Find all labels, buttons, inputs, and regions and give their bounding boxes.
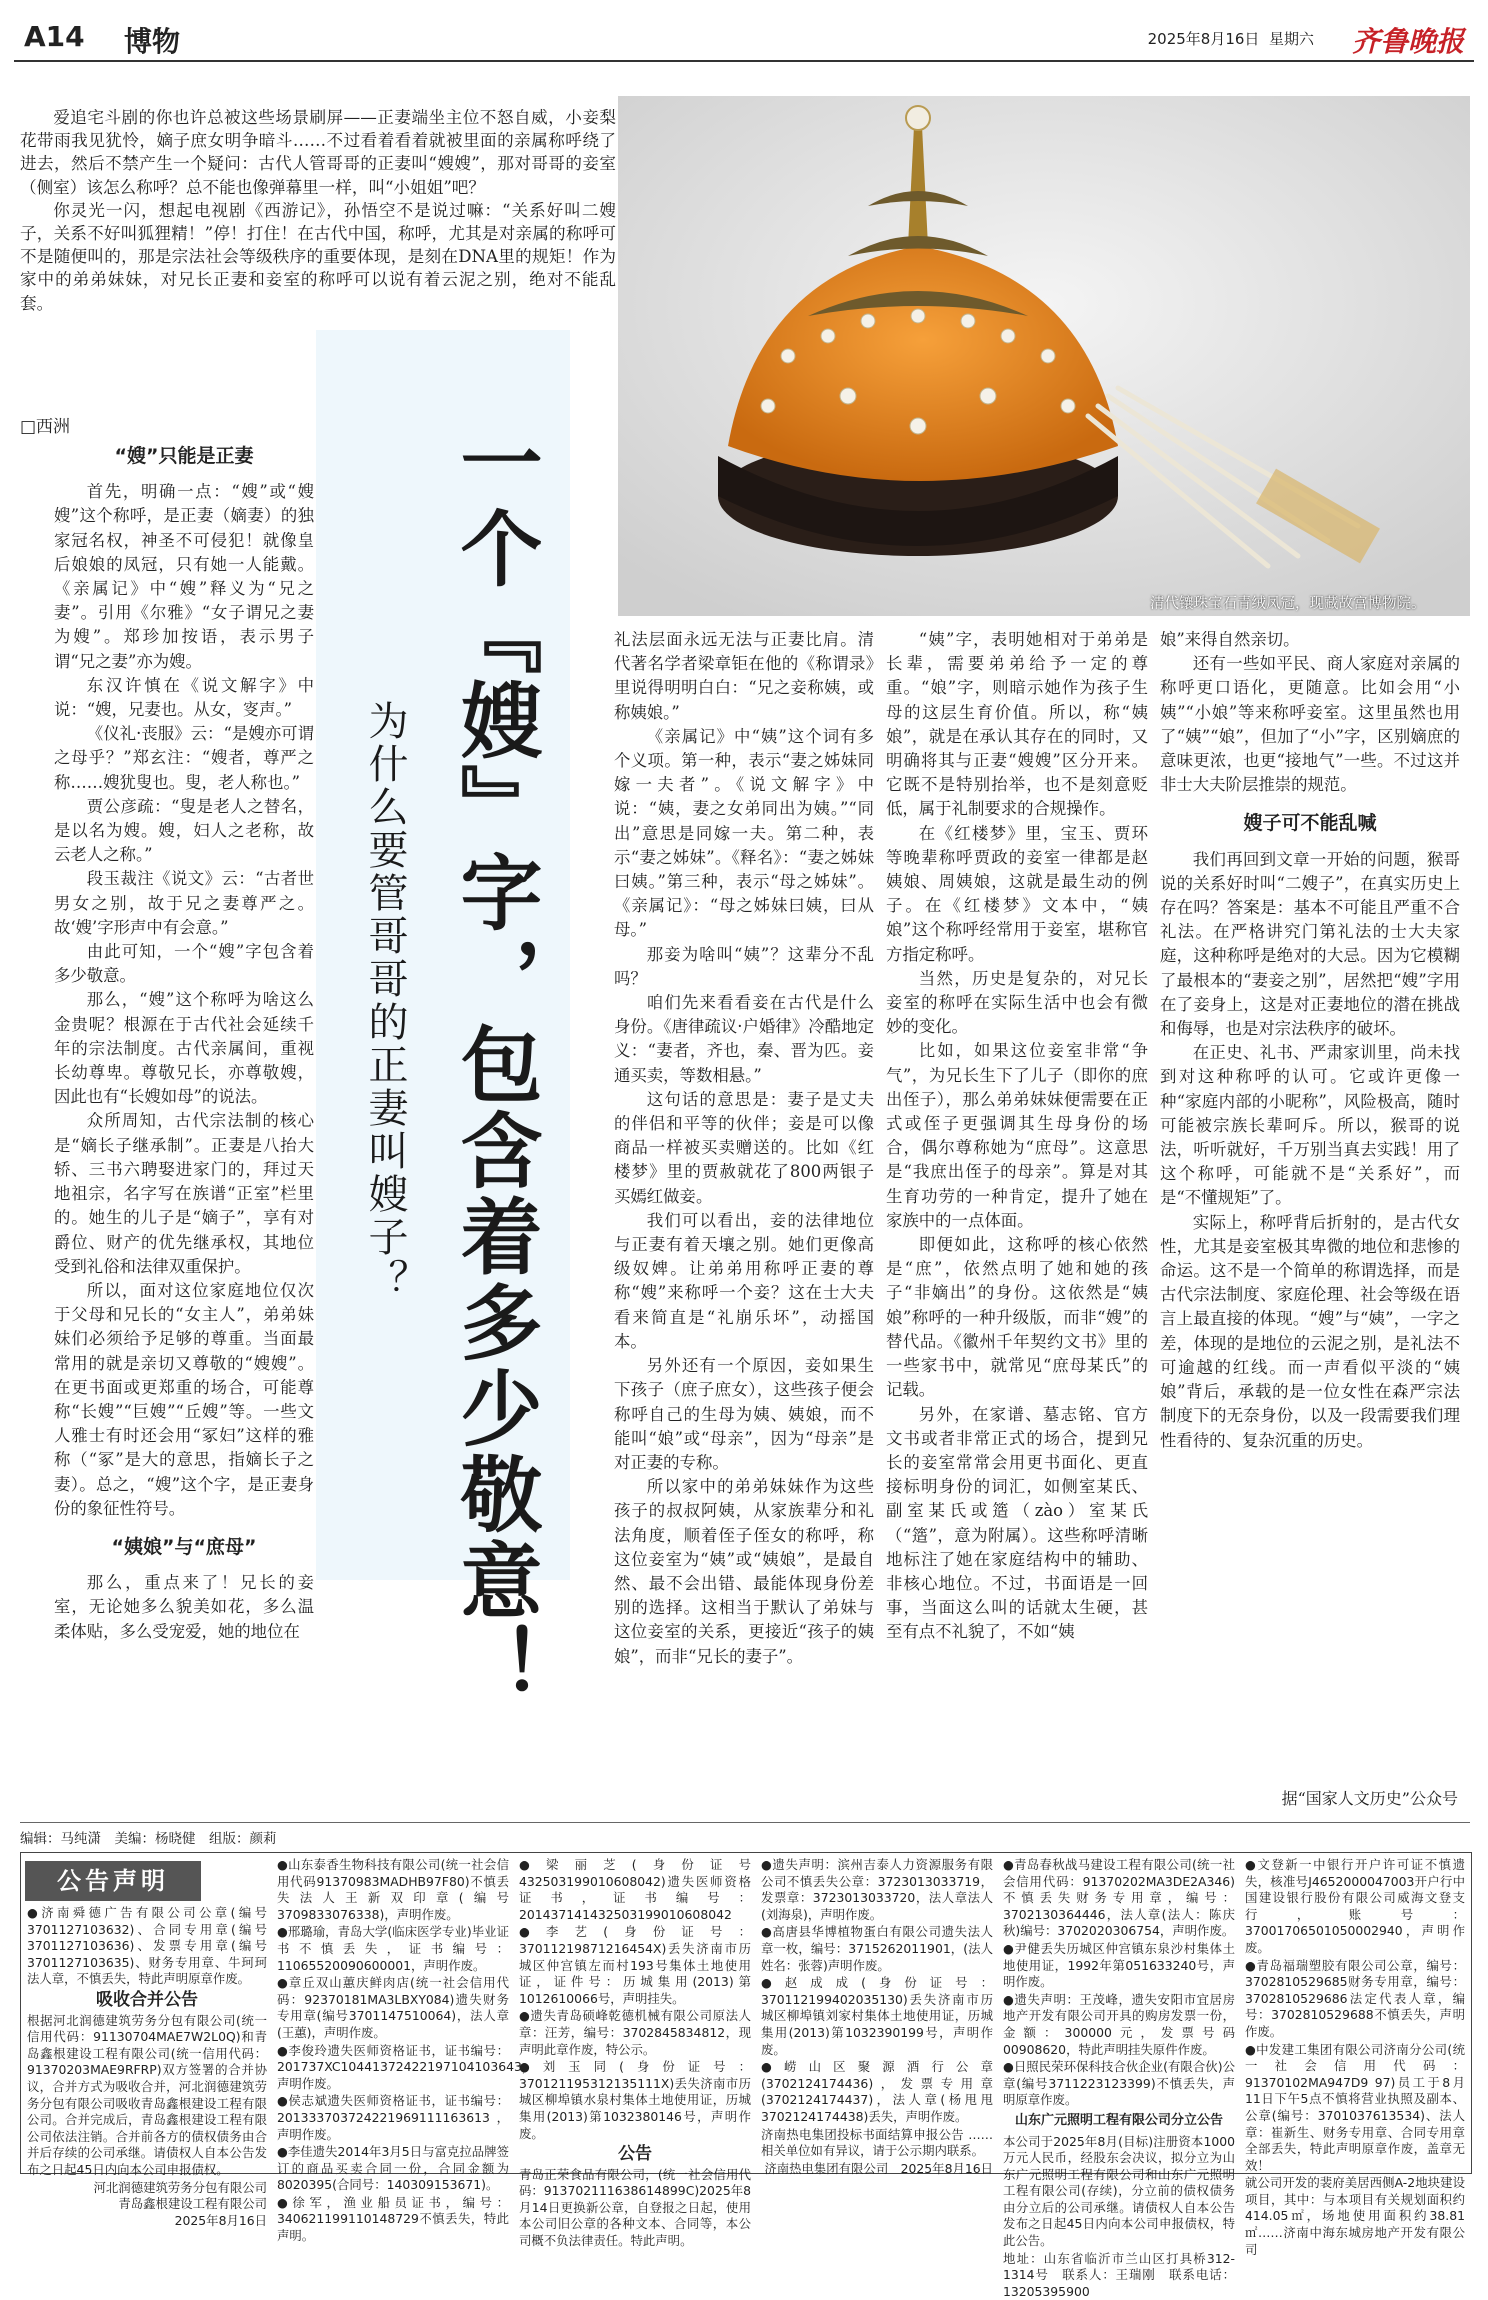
section-heading: “嫂”只能是正妻 bbox=[114, 445, 254, 467]
notice-item: ●青岛福瑞塑胶有限公司公章，编号：3702810529685财务专用章，编号：3702810529686法定代表人章，编号：3702810529688不慎丢失，声明作废。 bbox=[1245, 1957, 1465, 2039]
notice-item: ●徐军，渔业船员证书，编号：340621199110148729不慎丢失，特此声明。 bbox=[277, 2194, 509, 2244]
author-byline: □西洲 bbox=[20, 417, 71, 437]
notice-item: ●文登新一中银行开户许可证不慎遗失，核准号J4652000047003开户行中国建设银行股份有限公司威海文登支行，账号：37001706501050002940，声明作废。 bbox=[1245, 1857, 1465, 1955]
body-paragraph: 当然，历史是复杂的，对兄长妾室的称呼在实际生活中也会有微妙的变化。 bbox=[886, 968, 1148, 1037]
crown-illustration bbox=[618, 96, 1470, 616]
body-paragraph: 实际上，称呼背后折射的，是古代女性，尤其是妾室极其卑微的地位和悲惨的命运。这不是一个简单的称谓选择，而是古代宗法制度、家庭伦理、社会等级在语言上最直接的体现。“嫂”与“姨”，一字之差，体现的是地位的云泥之别，是礼法不可逾越的红线。而一声看似平淡的“姨娘”背后，承载的是一位女性在森严宗法制度下的无奈身份，以及一段需要我们理性看待的、复杂沉重的历史。 bbox=[1160, 1212, 1460, 1450]
notice-item: ●梁丽芝(身份证号432503199010608042)遗失医师资格证书，证书编号：201437141432503199010608042 bbox=[519, 1857, 751, 1922]
notices-label: 公告声明 bbox=[25, 1861, 201, 1901]
notice-item: 就公司开发的裴府美居西侧A-2地块建设项目，其中：与本项目有关规划面积约414.05㎡，场地使用面积约38.81㎡……济南中海东城房地产开发有限公司 bbox=[1245, 2175, 1465, 2257]
notice-item: ●日照民荣环保科技合伙企业(有限合伙)公章(编号3711223123399)不慎丢失，声明原章作废。 bbox=[1003, 2059, 1235, 2108]
body-paragraph: 《亲属记》中“姨”这个词有多个义项。第一种，表示“妻之姊妹同嫁一夫者”。《说文解字》中说：“姨，妻之女弟同出为姨。”“同出”意思是同嫁一夫。第二种，表示“妻之姊妹”。《释名》：“妻之姊妹曰姨。”第三种，表示“母之姊妹”。《亲属记》：“母之姊妹曰姨，曰从母。” bbox=[614, 726, 874, 940]
article-source: 据“国家人文历史”公众号 bbox=[1281, 1789, 1458, 1808]
section-heading: 嫂子可不能乱喊 bbox=[1243, 812, 1377, 835]
photo-caption: 清代镶珠宝石青绒凤冠，现藏故宫博物院。 bbox=[1150, 596, 1426, 612]
body-paragraph: 在正史、礼书、严肃家训里，尚未找到对这种称呼的认可。它或许更像一种“家庭内部的小昵称”，风险极高，随时可能被宗族长辈呵斥。所以，猴哥的说法，听听就好，千万别当真去实践！用了这个称呼，可能就不是“关系好”，而是“不懂规矩”了。 bbox=[1160, 1043, 1460, 1208]
notice-column-5 bbox=[1003, 1857, 1235, 2299]
notice-column-3 bbox=[519, 1857, 751, 2249]
notice-item: ●青岛春秋战马建设工程有限公司(统一社会信用代码：91370202MA3DE2A346)不慎丢失财务专用章，编号：3702130364446，法人章(法人：陈庆秋)编号：3702020306754，声明作废。 bbox=[1003, 1857, 1235, 1939]
notice-item: ●遗失声明：王茂峰，遗失安阳市宜居房地产开发有限公司开具的购房发票一份，金额：300000元，发票号码00908620，特此声明挂失原件作废。 bbox=[1003, 1991, 1235, 2057]
page-number: A14 bbox=[24, 20, 85, 53]
body-paragraph: 我们再回到文章一开始的问题，猴哥说的关系好时叫“二嫂子”，在真实历史上存在吗？答案是：基本不可能且严重不合礼法。在严格讲究门第礼法的士大夫家庭，这种称呼是绝对的大忌。因为它模糊了最根本的“妻妾之别”，居然把“嫂”字用在了妾身上，这是对正妻地位的潜在挑战和侮辱，也是对宗法秩序的破坏。 bbox=[1160, 849, 1460, 1039]
body-paragraph: 所以，面对这位家庭地位仅次于父母和兄长的“女主人”，弟弟妹妹们必须给予足够的尊重。当面最常用的就是亲切又尊敬的“嫂嫂”。在更书面或更郑重的场合，可能尊称“长嫂”“巨嫂”“丘嫂”等。一些文人雅士有时还会用“冢妇”这样的雅称（“冢”是大的意思，指嫡长子之妻）。总之，“嫂”这个字，是正妻身份的象征性符号。 bbox=[54, 1280, 314, 1518]
notice-item: ●高唐县华博植物蛋白有限公司遗失法人章一枚，编号：3715262011901，(法人姓名：张蓉)声明作废。 bbox=[761, 1924, 993, 1973]
body-paragraph: 礼法层面永远无法与正妻比肩。清代著名学者梁章钜在他的《称谓录》里说得明明白白：“兄之妾称姨，或称姨娘。” bbox=[614, 630, 874, 722]
body-paragraph: 那么，重点来了！兄长的妾室，无论她多么貌美如花，多么温柔体贴，多么受宠爱，她的地位在 bbox=[54, 1573, 314, 1641]
sub-headline: 为什么要管哥哥的正妻叫嫂子？ bbox=[362, 700, 408, 1302]
section-heading: “姨娘”与“庶母” bbox=[111, 1535, 257, 1558]
notice-item: ●山东泰香生物科技有限公司(统一社会信用代码91370983MADHB97F80)不慎丢失法人王新双印章(编号3709833076338)，声明作废。 bbox=[277, 1857, 509, 1922]
article-intro bbox=[20, 106, 616, 315]
date-text: 2025年8月16日 bbox=[1147, 30, 1260, 48]
body-paragraph: 那么，“嫂”这个称呼为啥这么金贵呢？根源在于古代社会延续千年的宗法制度。古代亲属间，重视长幼尊卑。尊敬兄长，亦尊敬嫂，因此也有“长嫂如母”的说法。 bbox=[54, 990, 314, 1107]
section-name: 博物 bbox=[124, 25, 181, 58]
notice-item: ●李佳遗失2014年3月5日与富克拉品牌签订的商品买卖合同一份，合同金额为8020395(合同号：140309153671)。 bbox=[277, 2144, 509, 2193]
notices-section bbox=[20, 1852, 1472, 2299]
notice-title: 山东广元照明工程有限公司分立公告 bbox=[1014, 2112, 1223, 2128]
body-paragraph: 咱们先来看看妾在古代是什么身份。《唐律疏议·户婚律》冷酷地定义：“妻者，齐也，秦、晋为匹。妾通买卖，等数相悬。” bbox=[614, 993, 874, 1085]
notice-item: ●赵成成(身份证号：370112199402035130)丢失济南市历城区柳埠镇刘家村集体土地使用证，历城集用(2013)第1032390199号，声明作废。 bbox=[761, 1975, 993, 2057]
notice-item: ●李俊玲遗失医师资格证书，证书编号：201737XC10441372422197104103643，声明作废。 bbox=[277, 2042, 535, 2091]
notice-item: ●济南舜德广告有限公司公章(编号3701127103632)、合同专用章(编号3701127103636)、发票专用章(编号3701127103635)、财务专用章、牛珂珂法人章，不慎丢失，特此声明原章作废。 bbox=[27, 1905, 267, 1987]
weekday-text: 星期六 bbox=[1268, 30, 1314, 48]
body-paragraph: 我们可以看出，妾的法律地位与正妻有着天壤之别。她们更像高级奴婢。让弟弟用称呼正妻的尊称“嫂”来称呼一个妾？这在士大夫看来简直是“礼崩乐坏”，动摇国本。 bbox=[614, 1210, 874, 1351]
notice-column-2 bbox=[277, 1857, 535, 2244]
body-paragraph: 贾公彦疏：“叟是老人之替名，是以名为嫂。嫂，妇人之老称，故云老人之称。” bbox=[54, 796, 314, 865]
notice-item: ●遗失青岛硕峰乾德机械有限公司原法人章：汪芳，编号：3702845834812，现声明此章作废，特公示。 bbox=[519, 2008, 751, 2057]
notice-item: 河北润德建筑劳务分包有限公司 青岛鑫根建设工程有限公司 2025年8月16日 bbox=[93, 2179, 267, 2228]
article-column-1 bbox=[54, 430, 314, 1800]
body-paragraph: 众所周知，古代宗法制的核心是“嫡长子继承制”。正妻是八抬大轿、三书六聘娶进家门的，拜过天地祖宗，名字写在族谱“正室”栏里的。她生的儿子是“嫡子”，享有对爵位、财产的优先继承权，其地位受到礼俗和法律双重保护。 bbox=[54, 1111, 314, 1276]
issue-date bbox=[1148, 28, 1314, 49]
notice-item: 青岛正荣食品有限公司，(统一社会信用代码：913702111638614899C)2025年8月14日更换新公章，自登报之日起，使用本公司旧公章的各种文本、合同等，本公司概不负法律责任。特此声明。 bbox=[519, 2166, 751, 2249]
notice-item: 济南热电集团投标书面结算申报公告 ……相关单位如有异议，请于公示期内联系。 bbox=[761, 2126, 993, 2159]
notice-item: ●遗失声明：滨州吉泰人力资源服务有限公司不慎丢失公章：3723013033719，发票章：3723013033720，法人章法人(刘海泉)，声明作废。 bbox=[761, 1857, 993, 1922]
article-column-3 bbox=[886, 628, 1148, 1800]
body-paragraph: 所以家中的弟弟妹妹作为这些孩子的叔叔阿姨，从家族辈分和礼法角度，顺着侄子侄女的称呼，称这位妾室为“姨”或“姨娘”，是最自然、最不会出错、最能体现身份差别的选择。这相当于默认了弟妹与这位妾室的关系，更接近“孩子的姨娘”，而非“兄长的妻子”。 bbox=[614, 1477, 874, 1666]
body-paragraph: 《仪礼·丧服》云：“是嫂亦可谓之母乎？”郑玄注：“嫂者，尊严之称……嫂犹叟也。叟，老人称也。” bbox=[54, 724, 314, 792]
intro-paragraph: 爱追宅斗剧的你也许总被这些场景刷屏——正妻端坐主位不怒自威，小妾梨花带雨我见犹怜，嫡子庶女明争暗斗……不过看着看着就被里面的亲属称呼绕了进去，然后不禁产生一个疑问：古代人管哥哥的正妻叫“嫂嫂”，那对哥哥的妾室（侧室）该怎么称呼？总不能也像弹幕里一样，叫“小姐姐”吧？ bbox=[20, 108, 616, 197]
notice-column-6 bbox=[1245, 1857, 1465, 2257]
notice-column-1 bbox=[27, 1905, 267, 2228]
notice-item: 地址：山东省临沂市兰山区打具桥312-1314号 联系人：王瑞刚 联系电话：13205395900 bbox=[1003, 2250, 1235, 2299]
editor-credits: 编辑：马纯潇 美编：杨晓健 组版：颜莉 bbox=[20, 1822, 1470, 1847]
phoenix-crown-photo bbox=[618, 96, 1470, 616]
intro-paragraph: 你灵光一闪，想起电视剧《西游记》，孙悟空不是说过嘛：“关系好叫二嫂子，关系不好叫狐狸精！”停！打住！在古代中国，称呼，尤其是对亲属的称呼可不是随便叫的，那是宗法社会等级秩序的重要体现，是刻在DNA里的规矩！作为家中的弟弟妹妹，对兄长正妻和妾室的称呼可以说有着云泥之别，绝对不能乱套。 bbox=[20, 200, 616, 313]
body-paragraph: 另外还有一个原因，妾如果生下孩子（庶子庶女），这些孩子便会称呼自己的生母为姨、姨娘，而不能叫“娘”或“母亲”，因为“母亲”是对正妻的专称。 bbox=[614, 1356, 874, 1472]
article-column-4 bbox=[1160, 628, 1460, 1800]
notice-title: 吸收合并公告 bbox=[96, 1989, 198, 2010]
notice-item: ●尹健丢失历城区仲宫镇东泉沙村集体土地使用证，1992年第051633240号，声明作废。 bbox=[1003, 1940, 1235, 1990]
article-column-2 bbox=[614, 628, 874, 1800]
notice-item: ●崂山区聚源酒行公章(3702124174436)，发票专用章(3702124174437)，法人章(杨甩甩3702124174438)丢失，声明作废。 bbox=[761, 2059, 993, 2124]
notice-column-4 bbox=[761, 1857, 993, 2176]
body-paragraph: 即便如此，这称呼的核心依然是“庶”，依然点明了她和她的孩子“非嫡出”的身份。这依然是“姨娘”称呼的一种升级版，而非“嫂”的替代品。《徽州千年契约文书》里的一些家书中，就常见“庶母某氏”的记载。 bbox=[886, 1235, 1148, 1400]
body-paragraph: 另外，在家谱、墓志铭、官方文书或者非常正式的场合，提到兄长的妾室常常会用更书面化、更直接标明身份的词汇，如侧室某氏、副室某氏或簉（zào）室某氏（“簉”，意为附属）。这些称呼清晰地标注了她在家庭结构中的辅助、非核心地位。不过，书面语是一回事，当面这么叫的话就太生硬，甚至有点不礼貌了，不如“姨 bbox=[886, 1404, 1148, 1642]
notice-item: 本公司于2025年8月(目标)注册资本1000万元人民币，经股东会决议，拟分立为山东广元照明工程有限公司和山东广元照明工程有限公司(存续)，分立前的债权债务由分立后的公司承继。请债权人自本公告发布之日起45日内向本公司申报债权，特此公告。 bbox=[1003, 2133, 1235, 2249]
notice-item: ●李艺(身份证号：37011219871216454X)丢失济南市历城区仲宫镇左而村193号集体土地使用证，证件号：历城集用(2013)第1012610066号，声明挂失。 bbox=[519, 1924, 751, 2006]
body-paragraph: 娘”来得自然亲切。 bbox=[1160, 630, 1300, 649]
body-paragraph: 在《红楼梦》里，宝玉、贾环等晚辈称呼贾政的妾室一律都是赵姨娘、周姨娘，这就是最生动的例子。在《红楼梦》文本中，“姨娘”这个称呼经常用于妾室，堪称官方指定称呼。 bbox=[886, 823, 1148, 964]
body-paragraph: 这句话的意思是：妻子是丈夫的伴侣和平等的伙伴；妾是可以像商品一样被买卖赠送的。比如《红楼梦》里的贾赦就花了800两银子买嫣红做妾。 bbox=[614, 1089, 874, 1206]
body-paragraph: 段玉裁注《说文》云：“古者世男女之别，故于兄之妻尊严之。故‘嫂’字形声中有会意。” bbox=[54, 869, 314, 937]
notice-item: ●章丘双山蕙庆鲜肉店(统一社会信用代码：92370181MA3LBXY084)遗失财务专用章(编号3701147510064)，法人章(王蕙)，声明作废。 bbox=[277, 1975, 509, 2040]
body-paragraph: 首先，明确一点：“嫂”或“嫂嫂”这个称呼，是正妻（嫡妻）的独家冠名权，神圣不可侵犯！就像皇后娘娘的凤冠，只有她一人能戴。《亲属记》中“嫂”释义为“兄之妻”。引用《尔雅》“女子谓兄之妻为嫂”。郑珍加按语，表示男子谓“兄之妻”亦为嫂。 bbox=[54, 482, 314, 671]
body-paragraph: 还有一些如平民、商人家庭对亲属的称呼更口语化，更随意。比如会用“小姨”“小娘”等来称呼妾室。这里虽然也用了“姨”“娘”，但加了“小”字，区别嫡庶的意味更浓，也更“接地气”一些。不过这并非士大夫阶层推崇的规范。 bbox=[1160, 654, 1460, 795]
notice-item: 济南热电集团有限公司 2025年8月16日 bbox=[764, 2160, 993, 2176]
page-header bbox=[14, 10, 1474, 62]
body-paragraph: 比如，如果这位妾室非常“争气”，为兄长生下了儿子（即你的庶出侄子），那么弟弟妹妹便需要在正式或侄子更强调其生母身份的场合，偶尔尊称她为“庶母”。这意思是“我庶出侄子的母亲”。算是对其生育功劳的一种肯定，提升了她在家族中的一点体面。 bbox=[886, 1041, 1148, 1230]
notice-title: 公告 bbox=[618, 2144, 652, 2165]
body-paragraph: 东汉许慎在《说文解字》中说：“嫂，兄妻也。从女，叜声。” bbox=[54, 675, 314, 720]
body-paragraph: 那妾为啥叫“姨”？这辈分不乱吗？ bbox=[614, 944, 874, 988]
main-headline: 一个『嫂』字，包含着多少敬意！ bbox=[447, 420, 542, 1710]
newspaper-logo: 齐鲁晚报 bbox=[1351, 25, 1464, 58]
body-paragraph: 由此可知，一个“嫂”字包含着多少敬意。 bbox=[54, 942, 314, 986]
notice-item: ●侯志斌遗失医师资格证书，证书编号：201333703724221969111163613，声明作废。 bbox=[277, 2093, 509, 2142]
notice-item: ●中发建工集团有限公司济南分公司(统一社会信用代码：91370102MA947D9 97)员工于8月11日下午5点不慎将营业执照及副本、公章(编号：3701037613534)、法人章：崔新生、财务专用章、合同专用章全部丢失，特此声明原章作废，盖章无效！ bbox=[1245, 2041, 1465, 2173]
notice-item: 根据河北润德建筑劳务分包有限公司(统一信用代码：91130704MAE7W2L0Q)和青岛鑫根建设工程有限公司(统一信用代码：91370203MAE9RFRP)双方签署的合并协议，合并方式为吸收合并，河北润德建筑劳务分包有限公司吸收青岛鑫根建设工程有限公司。合并完成后，青岛鑫根建设工程有限公司依法注销。合并前各方的债权债务由合并后存续的公司承继。请债权人自本公告发布之日起45日内向本公司申报债权。 bbox=[27, 2012, 267, 2177]
notice-item: ●邢璐瑜，青岛大学(临床医学专业)毕业证书不慎丢失，证书编号：11065520090600001，声明作废。 bbox=[277, 1924, 509, 1973]
notice-item: ●刘玉同(身份证号：370121195312135111X)丢失济南市历城区柳埠镇水泉村集体土地使用证，历城集用(2013)第1032380146号，声明作废。 bbox=[519, 2059, 751, 2141]
body-paragraph: “姨”字，表明她相对于弟弟是长辈，需要弟弟给予一定的尊重。“娘”字，则暗示她作为孩子生母的这层生育价值。所以，称“姨娘”，就是在承认其存在的同时，又明确将其与正妻“嫂嫂”区分开来。它既不是特别抬举，也不是刻意贬低，属于礼制要求的合规操作。 bbox=[886, 630, 1148, 819]
